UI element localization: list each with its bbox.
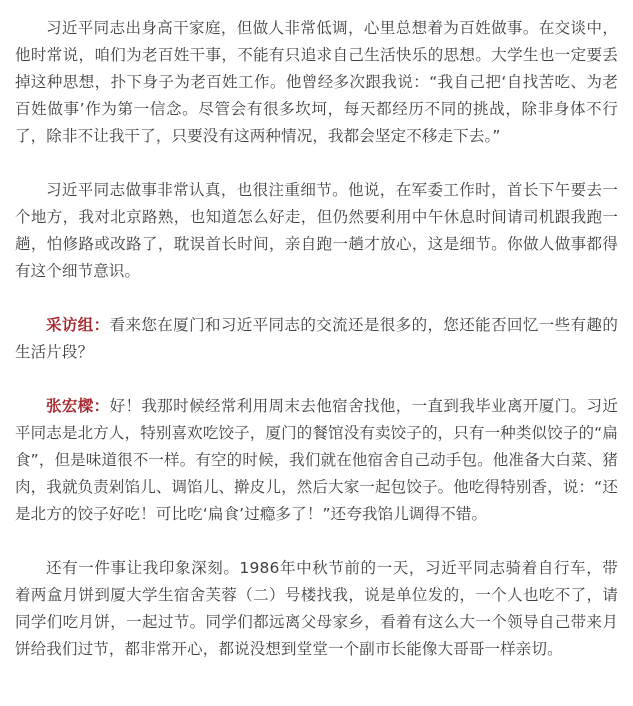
speaker-label-interview-team: 采访组： (46, 316, 110, 334)
article-paragraph-5 (15, 555, 618, 663)
paragraph-text: 习近平同志出身高干家庭，但做人非常低调，心里总想着为百姓做事。在交谈中，他时常说，咱们为老百姓干事，不能有只追求自己生活快乐的思想。大学生也一定要丢掉这种思想，扑下身子为老百姓工作。他曾经多次跟我说：“我自己把‘自找苦吃、为老百姓做事’作为第一信念。尽管会有很多坎坷，每天都经历不同的挑战，除非身体不行了，除非不让我干了，只要没有这两种情况，我都会坚定不移走下去。” (15, 19, 618, 145)
paragraph-text: 还有一件事让我印象深刻。1986年中秋节前的一天，习近平同志骑着自行车，带着两盒月饼到厦大学生宿舍芙蓉（二）号楼找我，说是单位发的，一个人也吃不了，请同学们吃月饼，一起过节。同学们都远离父母家乡，看着有这么大一个领导自己带来月饼给我们过节，都非常开心，都说没想到堂堂一个副市长能像大哥哥一样亲切。 (15, 559, 618, 658)
article-body (15, 15, 618, 690)
paragraph-text: 看来您在厦门和习近平同志的交流还是很多的，您还能否回忆一些有趣的生活片段？ (15, 316, 618, 361)
article-paragraph-4 (15, 393, 618, 528)
article-paragraph-2 (15, 177, 618, 285)
speaker-label-interviewee: 张宏樑： (46, 397, 110, 415)
paragraph-text: 好！我那时候经常利用周末去他宿舍找他，一直到我毕业离开厦门。习近平同志是北方人，特别喜欢吃饺子，厦门的餐馆没有卖饺子的，只有一种类似饺子的“扁食”，但是味道很不一样。有空的时候，我们就在他宿舍自己动手包。他准备大白菜、猪肉，我就负责剁馅儿、调馅儿、擀皮儿，然后大家一起包饺子。他吃得特别香，说：“还是北方的饺子好吃！可比吃‘扁食’过瘾多了！”还夸我馅儿调得不错。 (15, 397, 618, 523)
paragraph-text: 习近平同志做事非常认真，也很注重细节。他说，在军委工作时，首长下午要去一个地方，我对北京路熟，也知道怎么好走，但仍然要利用中午休息时间请司机跟我跑一趟，怕修路或改路了，耽误首长时间，亲自跑一趟才放心，这是细节。你做人做事都得有这个细节意识。 (15, 181, 618, 280)
article-paragraph-3 (15, 312, 618, 366)
article-paragraph-1 (15, 15, 618, 150)
